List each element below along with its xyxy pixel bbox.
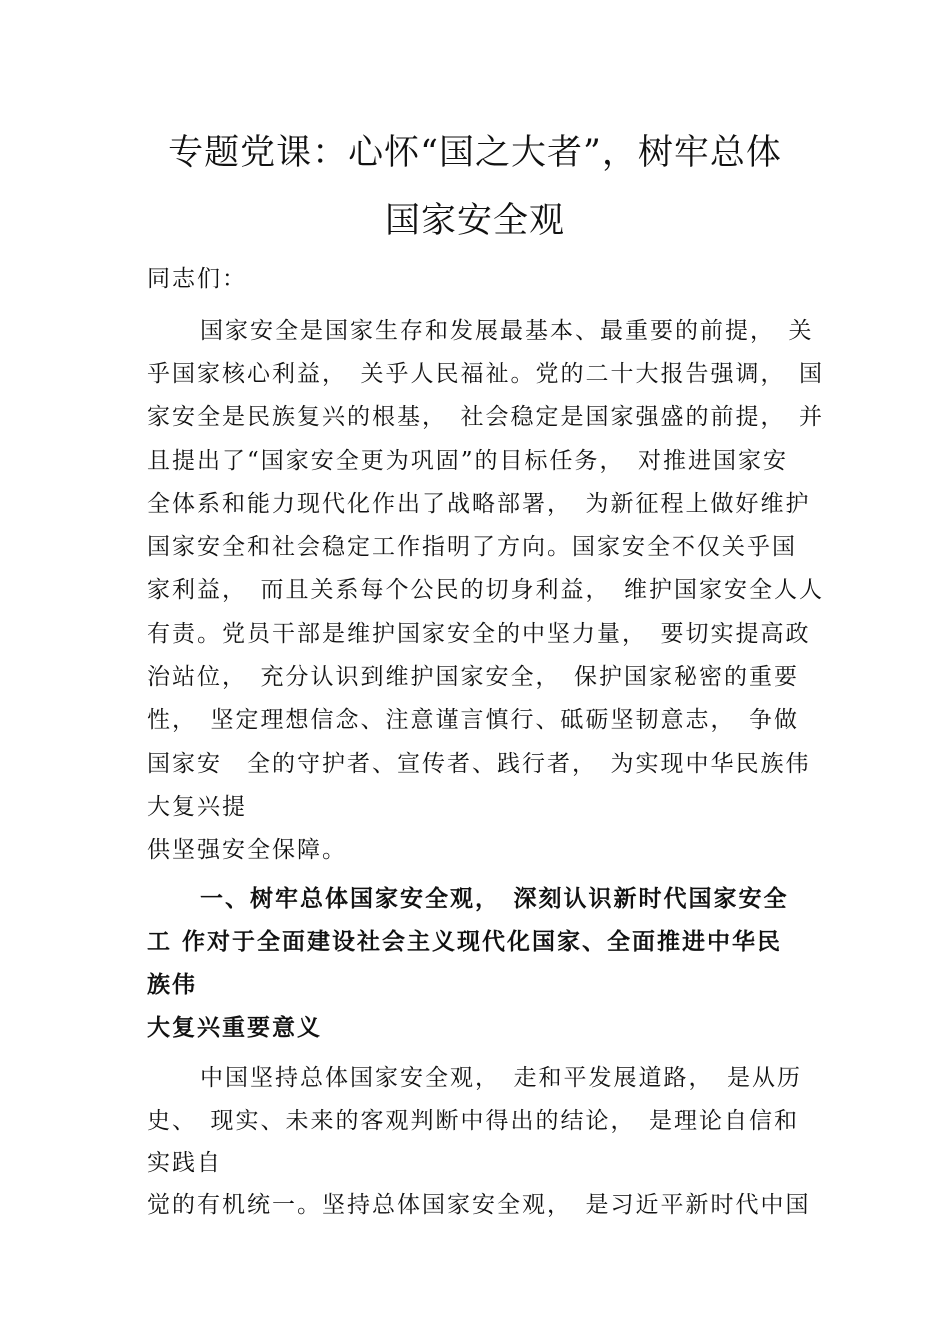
paragraph-line: 家利益， 而且关系每个公民的切身利益， 维护国家安全人人: [147, 577, 824, 603]
paragraph-line: 国家安全和社会稳定工作指明了方向。国家安全不仅关乎国: [147, 534, 797, 560]
paragraph-line: 中国坚持总体国家安全观， 走和平发展道路， 是从历: [200, 1065, 802, 1091]
paragraph-line: 全体系和能力现代化作出了战略部署， 为新征程上做好维护: [147, 491, 811, 517]
paragraph-line: 大复兴提: [147, 794, 247, 820]
document-title-line-2: 国家安全观: [384, 201, 565, 241]
paragraph-line: 且提出了“国家安全更为巩固”的目标任务， 对推进国家安: [147, 448, 789, 474]
paragraph-line: 家安全是民族复兴的根基， 社会稳定是国家强盛的前提， 并: [147, 404, 824, 430]
paragraph-line: 觉的有机统一。坚持总体国家安全观， 是习近平新时代中国: [147, 1192, 811, 1218]
paragraph-line: 实践自: [147, 1150, 222, 1176]
paragraph-line: 国家安 全的守护者、宣传者、践行者， 为实现中华民族伟: [147, 751, 811, 777]
paragraph-line: 乎国家核心利益， 关乎人民福祉。党的二十大报告强调， 国: [147, 361, 824, 387]
section-heading-line: 族伟: [147, 972, 197, 998]
paragraph-line: 有责。党员干部是维护国家安全的中坚力量， 要切实提高政: [147, 621, 811, 647]
paragraph-line: 性， 坚定理想信念、注意谨言慎行、砥砺坚韧意志， 争做: [147, 707, 799, 733]
section-heading-line: 一、树牢总体国家安全观， 深刻认识新时代国家安全: [200, 886, 789, 912]
paragraph-line: 史、 现实、未来的客观判断中得出的结论， 是理论自信和: [147, 1108, 799, 1134]
paragraph-line: 国家安全是国家生存和发展最基本、最重要的前提， 关: [200, 318, 814, 344]
paragraph-line: 治站位， 充分认识到维护国家安全， 保护国家秘密的重要: [147, 664, 799, 690]
paragraph-line: 供坚强安全保障。: [147, 837, 347, 863]
section-heading-line: 工 作对于全面建设社会主义现代化国家、全面推进中华民: [147, 929, 783, 955]
document-title-line-1: 专题党课：心怀“国之大者”，树牢总体: [168, 133, 782, 173]
section-heading-line: 大复兴重要意义: [147, 1015, 322, 1041]
salutation: 同志们：: [147, 266, 247, 292]
